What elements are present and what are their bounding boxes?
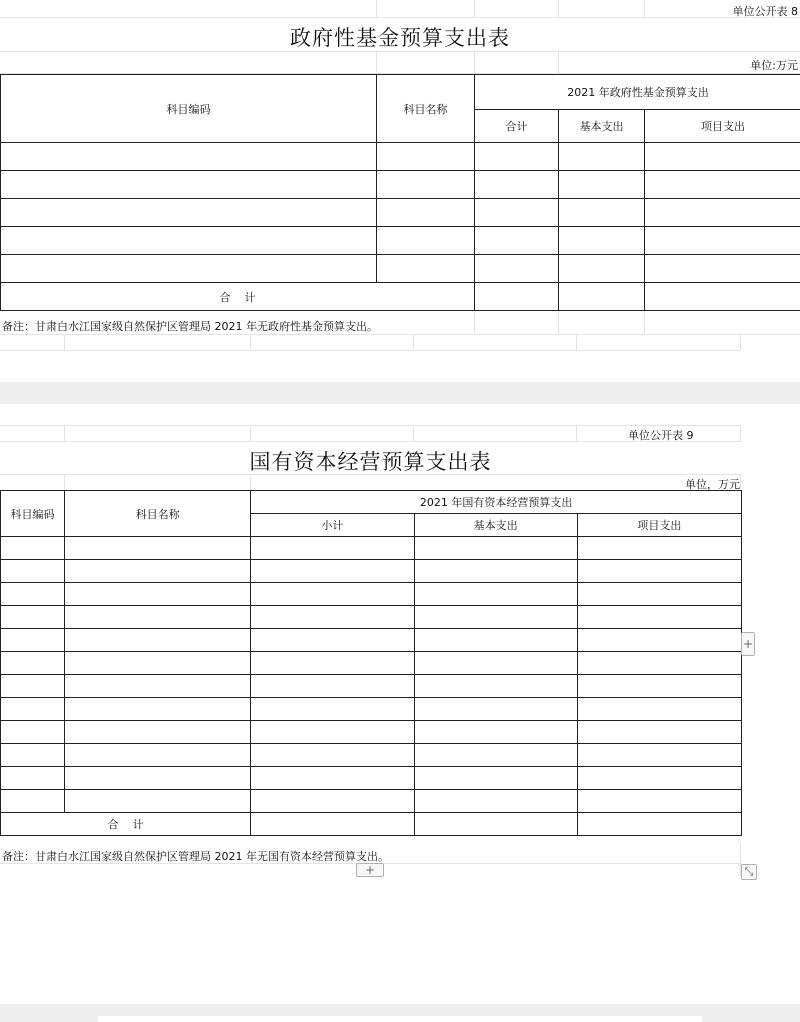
table-cell[interactable] [1,143,377,171]
table-cell[interactable] [414,721,577,744]
table-cell[interactable] [251,606,414,629]
budget-table-2 [0,490,742,836]
table-cell[interactable] [559,143,645,171]
header-basic: 基本支出 [414,514,577,537]
header-subject-name: 科目名称 [377,75,475,143]
total-row-label: 合 计 [1,813,251,836]
table-cell[interactable] [65,675,251,698]
table-cell[interactable] [65,721,251,744]
table-cell[interactable] [414,767,577,790]
table-cell[interactable] [1,698,65,721]
footnote: 备注：甘肃白水江国家级自然保护区管理局 2021 年无国有资本经营预算支出。 [2,850,389,863]
table-cell[interactable] [577,537,741,560]
table-cell[interactable] [1,629,65,652]
budget-table-1 [0,74,800,311]
add-column-button[interactable]: + [741,632,755,656]
table-cell[interactable] [559,171,645,199]
table-cell[interactable] [577,744,741,767]
table-cell[interactable] [65,560,251,583]
table-cell[interactable] [414,606,577,629]
table-cell[interactable] [1,790,65,813]
table-cell[interactable] [251,767,414,790]
table-cell[interactable] [251,583,414,606]
table-cell[interactable] [577,790,741,813]
table-cell[interactable] [559,255,645,283]
table-cell[interactable] [577,675,741,698]
table-cell[interactable] [645,283,800,311]
sheet-page-2 [0,404,800,1004]
form-number: 单位公开表 8 [732,5,798,18]
table-cell[interactable] [577,629,741,652]
table-cell[interactable] [65,652,251,675]
header-project: 项目支出 [645,110,800,143]
table-cell[interactable] [475,199,559,227]
table-cell[interactable] [251,721,414,744]
table-cell[interactable] [251,698,414,721]
table-cell[interactable] [414,652,577,675]
table-cell[interactable] [377,227,475,255]
table-cell[interactable] [414,744,577,767]
table-cell[interactable] [1,675,65,698]
table-cell[interactable] [414,675,577,698]
add-row-button[interactable]: + [356,863,384,877]
page-gap [0,382,800,404]
header-project: 项目支出 [577,514,741,537]
table-cell[interactable] [414,698,577,721]
table-cell[interactable] [475,143,559,171]
table-cell[interactable] [251,560,414,583]
header-subject-name: 科目名称 [65,491,251,537]
header-subtotal: 小计 [251,514,414,537]
table-cell[interactable] [65,583,251,606]
header-total: 合计 [475,110,559,143]
table-cell[interactable] [1,537,65,560]
table-cell[interactable] [577,721,741,744]
table-cell[interactable] [377,171,475,199]
table-cell[interactable] [65,606,251,629]
table-cell[interactable] [1,744,65,767]
unit-label: 单位，万元 [685,478,740,491]
table-cell[interactable] [251,675,414,698]
footnote: 备注：甘肃白水江国家级自然保护区管理局 2021 年无政府性基金预算支出。 [2,320,378,333]
page-title: 政府性基金预算支出表 [290,26,510,50]
table-cell[interactable] [645,227,800,255]
table-cell[interactable] [559,283,645,311]
table-cell[interactable] [251,537,414,560]
table-cell[interactable] [577,652,741,675]
table-cell[interactable] [1,721,65,744]
table-cell[interactable] [1,560,65,583]
expand-icon[interactable]: ⤡ [741,864,757,880]
table-cell[interactable] [559,227,645,255]
table-cell[interactable] [1,606,65,629]
header-expenditure-group: 2021 年政府性基金预算支出 [475,75,800,110]
table-cell[interactable] [645,199,800,227]
table-cell[interactable] [577,606,741,629]
table-cell[interactable] [251,813,414,836]
table-cell[interactable] [1,583,65,606]
table-cell[interactable] [1,171,377,199]
sheet-page-1 [0,0,800,382]
next-page-edge [98,1016,702,1022]
table-cell[interactable] [414,790,577,813]
table-cell[interactable] [377,143,475,171]
unit-label: 单位:万元 [750,59,798,72]
table-cell[interactable] [414,583,577,606]
table-cell[interactable] [475,283,559,311]
table-cell[interactable] [577,560,741,583]
table-cell[interactable] [65,767,251,790]
table-cell[interactable] [577,767,741,790]
table-cell[interactable] [475,171,559,199]
table-cell[interactable] [645,255,800,283]
header-subject-code: 科目编码 [1,75,377,143]
total-row-label: 合 计 [1,283,475,311]
table-cell[interactable] [251,652,414,675]
header-subject-code: 科目编码 [1,491,65,537]
table-cell[interactable] [65,698,251,721]
table-cell[interactable] [475,255,559,283]
table-cell[interactable] [65,744,251,767]
form-number: 单位公开表 9 [628,429,694,442]
table-cell[interactable] [577,698,741,721]
table-cell[interactable] [475,227,559,255]
table-cell[interactable] [414,629,577,652]
page-title: 国有资本经营预算支出表 [249,450,492,474]
table-cell[interactable] [414,813,577,836]
table-cell[interactable] [65,537,251,560]
table-cell[interactable] [414,537,577,560]
table-cell[interactable] [1,652,65,675]
table-cell[interactable] [577,813,741,836]
header-basic: 基本支出 [559,110,645,143]
table-cell[interactable] [251,790,414,813]
table-cell[interactable] [577,583,741,606]
table-cell[interactable] [65,629,251,652]
table-cell[interactable] [377,255,475,283]
table-cell[interactable] [251,629,414,652]
table-cell[interactable] [645,143,800,171]
table-cell[interactable] [65,790,251,813]
table-cell[interactable] [414,560,577,583]
table-cell[interactable] [377,199,475,227]
table-cell[interactable] [1,767,65,790]
table-cell[interactable] [1,199,377,227]
table-cell[interactable] [559,199,645,227]
header-expenditure-group: 2021 年国有资本经营预算支出 [251,491,742,514]
table-cell[interactable] [1,255,377,283]
table-cell[interactable] [645,171,800,199]
table-cell[interactable] [251,744,414,767]
table-cell[interactable] [1,227,377,255]
